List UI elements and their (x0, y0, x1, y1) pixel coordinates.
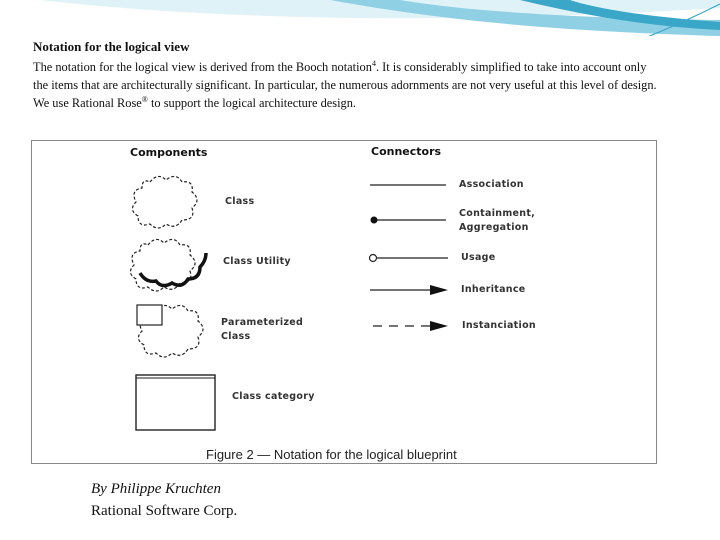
document-page (24, 36, 674, 466)
paragraph-part-1: The notation for the logical view is derived from the Booch notation (33, 60, 372, 74)
section-heading: Notation for the logical view (33, 39, 190, 54)
instanciation-arrowhead-icon (430, 321, 448, 331)
author-organization: Rational Software Corp. (91, 503, 238, 519)
label-class-utility: Class Utility (223, 256, 291, 267)
author-credit (91, 478, 237, 522)
parameter-box-icon (137, 305, 162, 325)
paragraph-part-2: . It is considerably simplified to take into account only the items that are architecturally significant. In particular, the numerous adornments are not very useful at this level of design. We use Rational Rose (33, 60, 657, 110)
label-association: Association (459, 179, 524, 190)
label-inheritance: Inheritance (461, 284, 526, 295)
inheritance-arrowhead-icon (430, 285, 448, 295)
label-class: Class (225, 196, 255, 207)
containment-dot-icon (371, 217, 378, 224)
label-class-category: Class category (232, 391, 315, 402)
paragraph-part-3: to support the logical architecture design. (147, 96, 357, 110)
label-instanciation: Instanciation (462, 320, 536, 331)
figure-drawing (32, 141, 656, 463)
components-header: Components (130, 146, 208, 159)
footnote-ref: 4 (371, 58, 376, 68)
class-category-box-icon (136, 375, 215, 430)
notation-figure (31, 140, 657, 464)
registered-mark: ® (141, 94, 148, 104)
class-cloud-icon (132, 176, 197, 228)
figure-caption: Figure 2 — Notation for the logical blueprint (206, 447, 457, 462)
author-name: By Philippe Kruchten (91, 481, 221, 497)
connectors-header: Connectors (371, 145, 442, 158)
class-utility-shadow (140, 253, 206, 286)
usage-circle-icon (370, 255, 377, 262)
label-usage: Usage (461, 252, 496, 263)
label-containment-aggregation: Containment, Aggregation (459, 208, 536, 233)
label-parameterized-class: Parameterized Class (221, 317, 304, 342)
body-paragraph (33, 58, 663, 112)
